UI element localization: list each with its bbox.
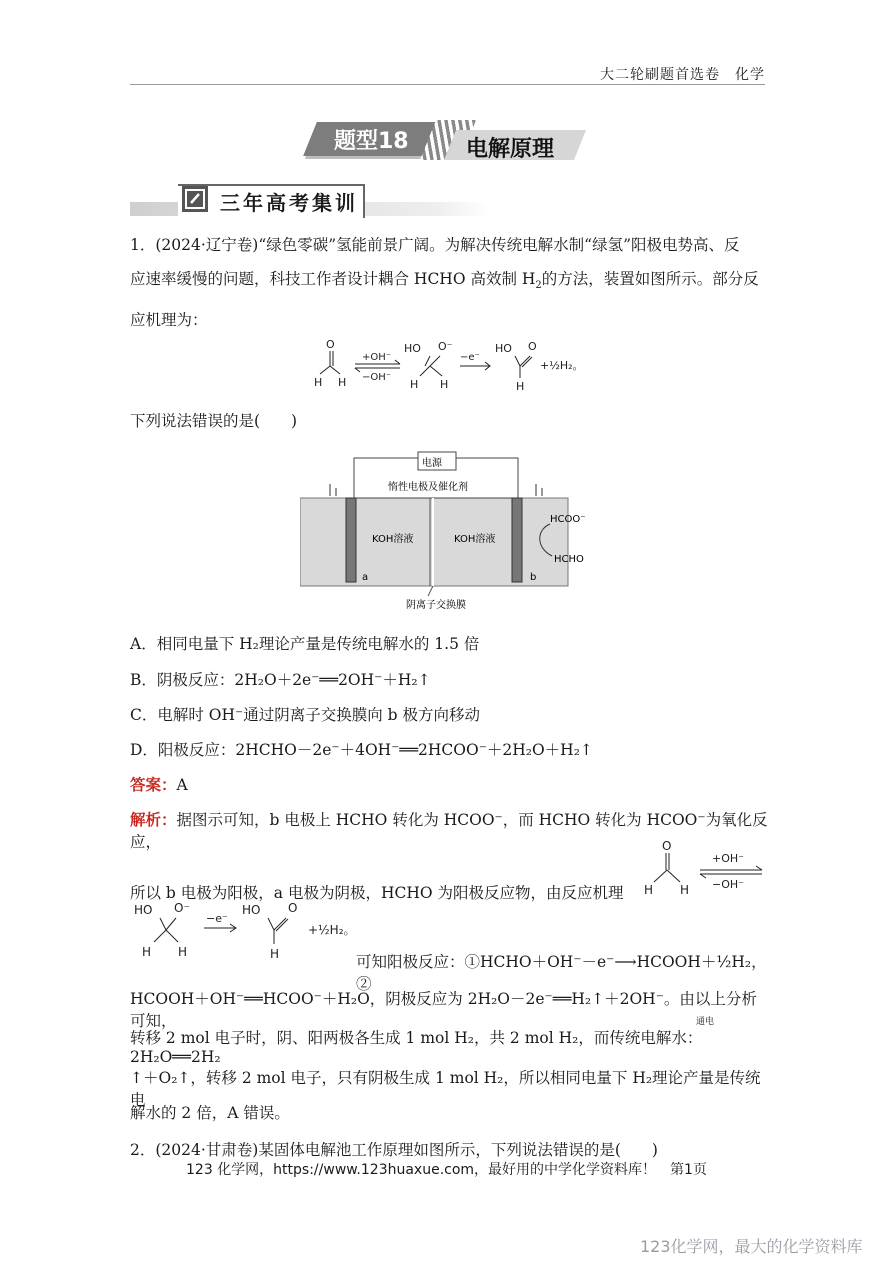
analysis-mechanism-1 (640, 838, 770, 898)
analysis-line-3: 可知阳极反应：①HCHO＋OH⁻－e⁻⟶HCOOH＋½H₂，② (356, 953, 767, 993)
answer: 答案：A (130, 776, 188, 794)
svg-text:HO: HO (134, 903, 153, 917)
watermark: 123化学网，最大的化学资料库 (640, 1237, 863, 1256)
topic-label: 题型18 (334, 129, 409, 154)
topic-banner (300, 118, 592, 166)
section-title: 三年高考集训 (220, 191, 358, 215)
svg-text:O⁻: O⁻ (438, 340, 453, 353)
analysis-line-5: 转移 2 mol 电子时，阴、阳两极各生成 1 mol H₂，共 2 mol H₂，而传统电解水：2H₂O══2H₂ 通电 (130, 1026, 780, 1066)
q1-prompt: 下列说法错误的是( ) (130, 412, 298, 430)
analysis-line-4: HCOOH＋OH⁻══HCOO⁻＋H₂O，阴极反应为 2H₂O－2e⁻══H₂↑＋2OH⁻。由以上分析可知， (130, 990, 757, 1030)
page-footer: 123 化学网，https://www.123huaxue.com，最好用的中学化学资料库！ 第1页 (186, 1162, 707, 1178)
topic-title: 电解原理 (466, 137, 555, 162)
option-c: C．电解时 OH⁻通过阴离子交换膜向 b 极方向移动 (130, 706, 480, 724)
svg-text:HO: HO (404, 342, 421, 355)
svg-text:H: H (516, 380, 525, 393)
svg-text:H: H (338, 376, 347, 389)
power-label: 电源 (422, 458, 442, 469)
mech-tail: +½H₂。 (540, 359, 584, 372)
option-a: A．相同电量下 H₂理论产量是传统电解水的 1.5 倍 (130, 635, 480, 653)
svg-text:+OH⁻: +OH⁻ (712, 852, 744, 865)
svg-text:−OH⁻: −OH⁻ (712, 878, 744, 891)
svg-text:HO: HO (495, 342, 512, 355)
svg-text:+½H₂。: +½H₂。 (308, 923, 356, 937)
electrolysis-cell-figure (300, 450, 600, 615)
koh-left: KOH溶液 (372, 534, 414, 545)
electrolysis-condition: 通电 (696, 1017, 715, 1027)
svg-text:H: H (270, 947, 280, 961)
mechanism-diagram (300, 336, 600, 396)
svg-text:−e⁻: −e⁻ (206, 912, 228, 925)
svg-text:H: H (314, 376, 323, 389)
analysis-line-6: ↑＋O₂↑，转移 2 mol 电子，只有阴极生成 1 mol H₂，所以相同电量下 H₂理论产量是传统电 (130, 1069, 761, 1109)
mech-plus-oh: +OH⁻ (362, 352, 392, 363)
svg-text:H: H (410, 378, 419, 391)
hcoo-label: HCOO⁻ (550, 514, 586, 525)
option-b: B．阴极反应：2H₂O＋2e⁻══2OH⁻＋H₂↑ (130, 671, 431, 689)
membrane-label: 阴离子交换膜 (406, 600, 466, 611)
analysis-line-2: 所以 b 电极为阳极，a 电极为阴极，HCHO 为阳极反应物，由反应机理 (130, 884, 624, 902)
svg-text:H: H (142, 945, 152, 959)
analysis-line-1: 解析：据图示可知，b 电极上 HCHO 转化为 HCOO⁻，而 HCHO 转化为 HCOO⁻为氧化反应， (130, 811, 768, 851)
mech-minus-e: −e⁻ (460, 352, 480, 363)
svg-text:O: O (288, 901, 298, 915)
q2-text: 2．(2024·甘肃卷)某固体电解池工作原理如图所示，下列说法错误的是( ) (130, 1141, 658, 1159)
koh-right: KOH溶液 (454, 534, 496, 545)
svg-text:H: H (680, 883, 690, 897)
analysis-line-7: 解水的 2 倍，A 错误。 (130, 1104, 290, 1122)
pencil-icon (182, 186, 208, 212)
header-divider (130, 84, 765, 85)
q1-text: 1．(2024·辽宁卷)“绿色零碳”氢能前景广阔。为解决传统电解水制“绿氢”阳极电势高、反 应速率缓慢的问题，科技工作者设计耦合 HCHO 高效制 $H_2$的方法，装置如图所示。部分反 应机理为： (130, 236, 759, 330)
electrode-b: b (530, 572, 537, 583)
hcho-label: HCHO (554, 554, 584, 565)
section-heading (130, 182, 490, 220)
header-title: 大二轮刷题首选卷 化学 (600, 67, 765, 83)
svg-text:O⁻: O⁻ (174, 901, 190, 915)
analysis-mechanism-2 (130, 900, 370, 966)
svg-text:H: H (440, 378, 449, 391)
electrode-label: 惰性电极及催化剂 (388, 482, 468, 493)
svg-text:H: H (178, 945, 188, 959)
option-d: D．阳极反应：2HCHO－2e⁻＋4OH⁻══2HCOO⁻＋2H₂O＋H₂↑ (130, 741, 593, 759)
electrode-a: a (362, 572, 369, 583)
svg-text:O: O (662, 839, 672, 853)
mech-minus-oh: −OH⁻ (362, 372, 392, 383)
svg-text:H: H (644, 883, 654, 897)
svg-text:O: O (326, 338, 335, 351)
svg-text:HO: HO (242, 903, 261, 917)
svg-text:O: O (528, 340, 537, 353)
